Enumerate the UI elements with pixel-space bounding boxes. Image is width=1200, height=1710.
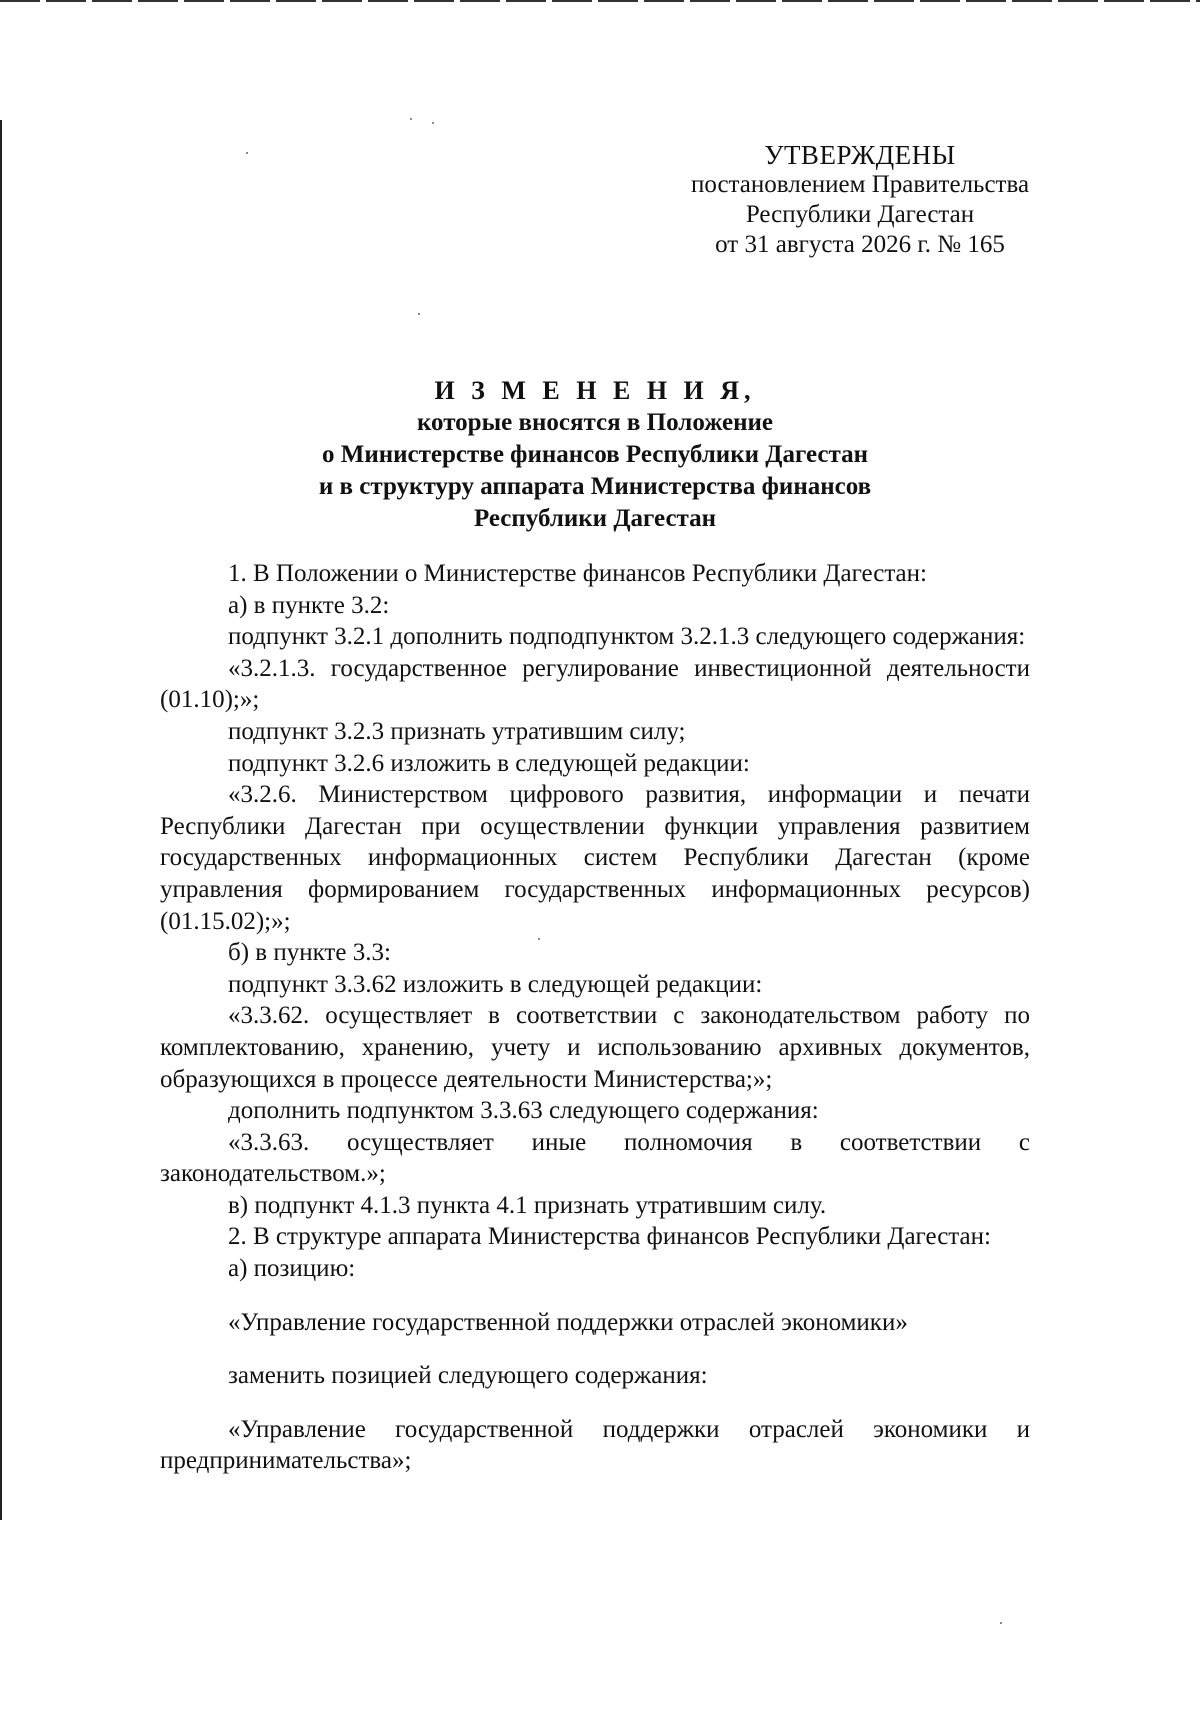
document-heading — [160, 375, 1030, 535]
heading-line-3: и в структуру аппарата Министерства финансов — [318, 473, 872, 500]
quoted-position-old: «Управление государственной поддержки отраслей экономики» — [228, 1308, 908, 1336]
document-body — [160, 558, 1030, 1477]
paragraph: а) позицию: — [228, 1255, 356, 1283]
paragraph: подпункт 3.2.6 изложить в следующей редакции: — [228, 749, 750, 777]
scan-speck — [1000, 1622, 1002, 1624]
paragraph: «3.2.1.3. государственное регулирование инвестиционной деятельности (01.10);»; — [160, 654, 1030, 714]
paragraph: подпункт 3.3.62 изложить в следующей редакции: — [228, 970, 763, 998]
approval-line-2: Республики Дагестан — [745, 201, 975, 228]
paragraph: б) в пункте 3.3: — [228, 939, 391, 967]
paragraph: заменить позицией следующего содержания: — [228, 1362, 708, 1390]
approval-stamp-block — [640, 140, 1080, 260]
approval-line-1: постановлением Правительства — [690, 171, 1030, 198]
paragraph: «3.3.62. осуществляет в соответствии с законодательством работу по комплектованию, хранению, учету и использованию архивных документов, образующихся в процессе деятельности Министерства;»; — [160, 1002, 1030, 1093]
heading-line-1: которые вносятся в Положение — [416, 409, 774, 436]
paragraph: подпункт 3.2.3 признать утратившим силу; — [228, 717, 686, 745]
approval-title: УТВЕРЖДЕНЫ — [764, 140, 956, 170]
scan-speck — [418, 313, 420, 315]
paragraph: «3.3.63. осуществляет иные полномочия в соответствии с законодательством.»; — [160, 1128, 1030, 1188]
paragraph: а) в пункте 3.2: — [228, 591, 390, 619]
paragraph: 1. В Положении о Министерстве финансов Республики Дагестан: — [228, 560, 927, 587]
scan-edge-top — [0, 0, 1200, 2]
scan-edge-left — [0, 120, 2, 1520]
scan-speck — [432, 122, 434, 124]
heading-line-4: Республики Дагестан — [473, 505, 717, 532]
quoted-position-new: «Управление государственной поддержки отраслей экономики и предпринимательства»; — [160, 1415, 1030, 1475]
paragraph: 2. В структуре аппарата Министерства финансов Республики Дагестан: — [228, 1223, 991, 1251]
paragraph: дополнить подпунктом 3.3.63 следующего содержания: — [228, 1097, 819, 1125]
paragraph: в) подпункт 4.1.3 пункта 4.1 признать утратившим силу. — [228, 1191, 827, 1219]
paragraph: «3.2.6. Министерством цифрового развития, информации и печати Республики Дагестан при осуществлении функции управления развитием государственных информационных систем Республики Дагестан (кроме управления формированием государственных информационных ресурсов) (01.15.02);»; — [160, 781, 1030, 935]
heading-title: И З М Е Н Е Н И Я, — [434, 376, 756, 405]
scan-speck — [410, 118, 412, 120]
paragraph: подпункт 3.2.1 дополнить подподпунктом 3.2.1.3 следующего содержания: — [228, 623, 1026, 651]
scan-speck — [246, 152, 248, 154]
approval-line-3: от 31 августа 2026 г. № 165 — [715, 231, 1005, 258]
heading-line-2: о Министерстве финансов Республики Дагестан — [322, 441, 868, 468]
